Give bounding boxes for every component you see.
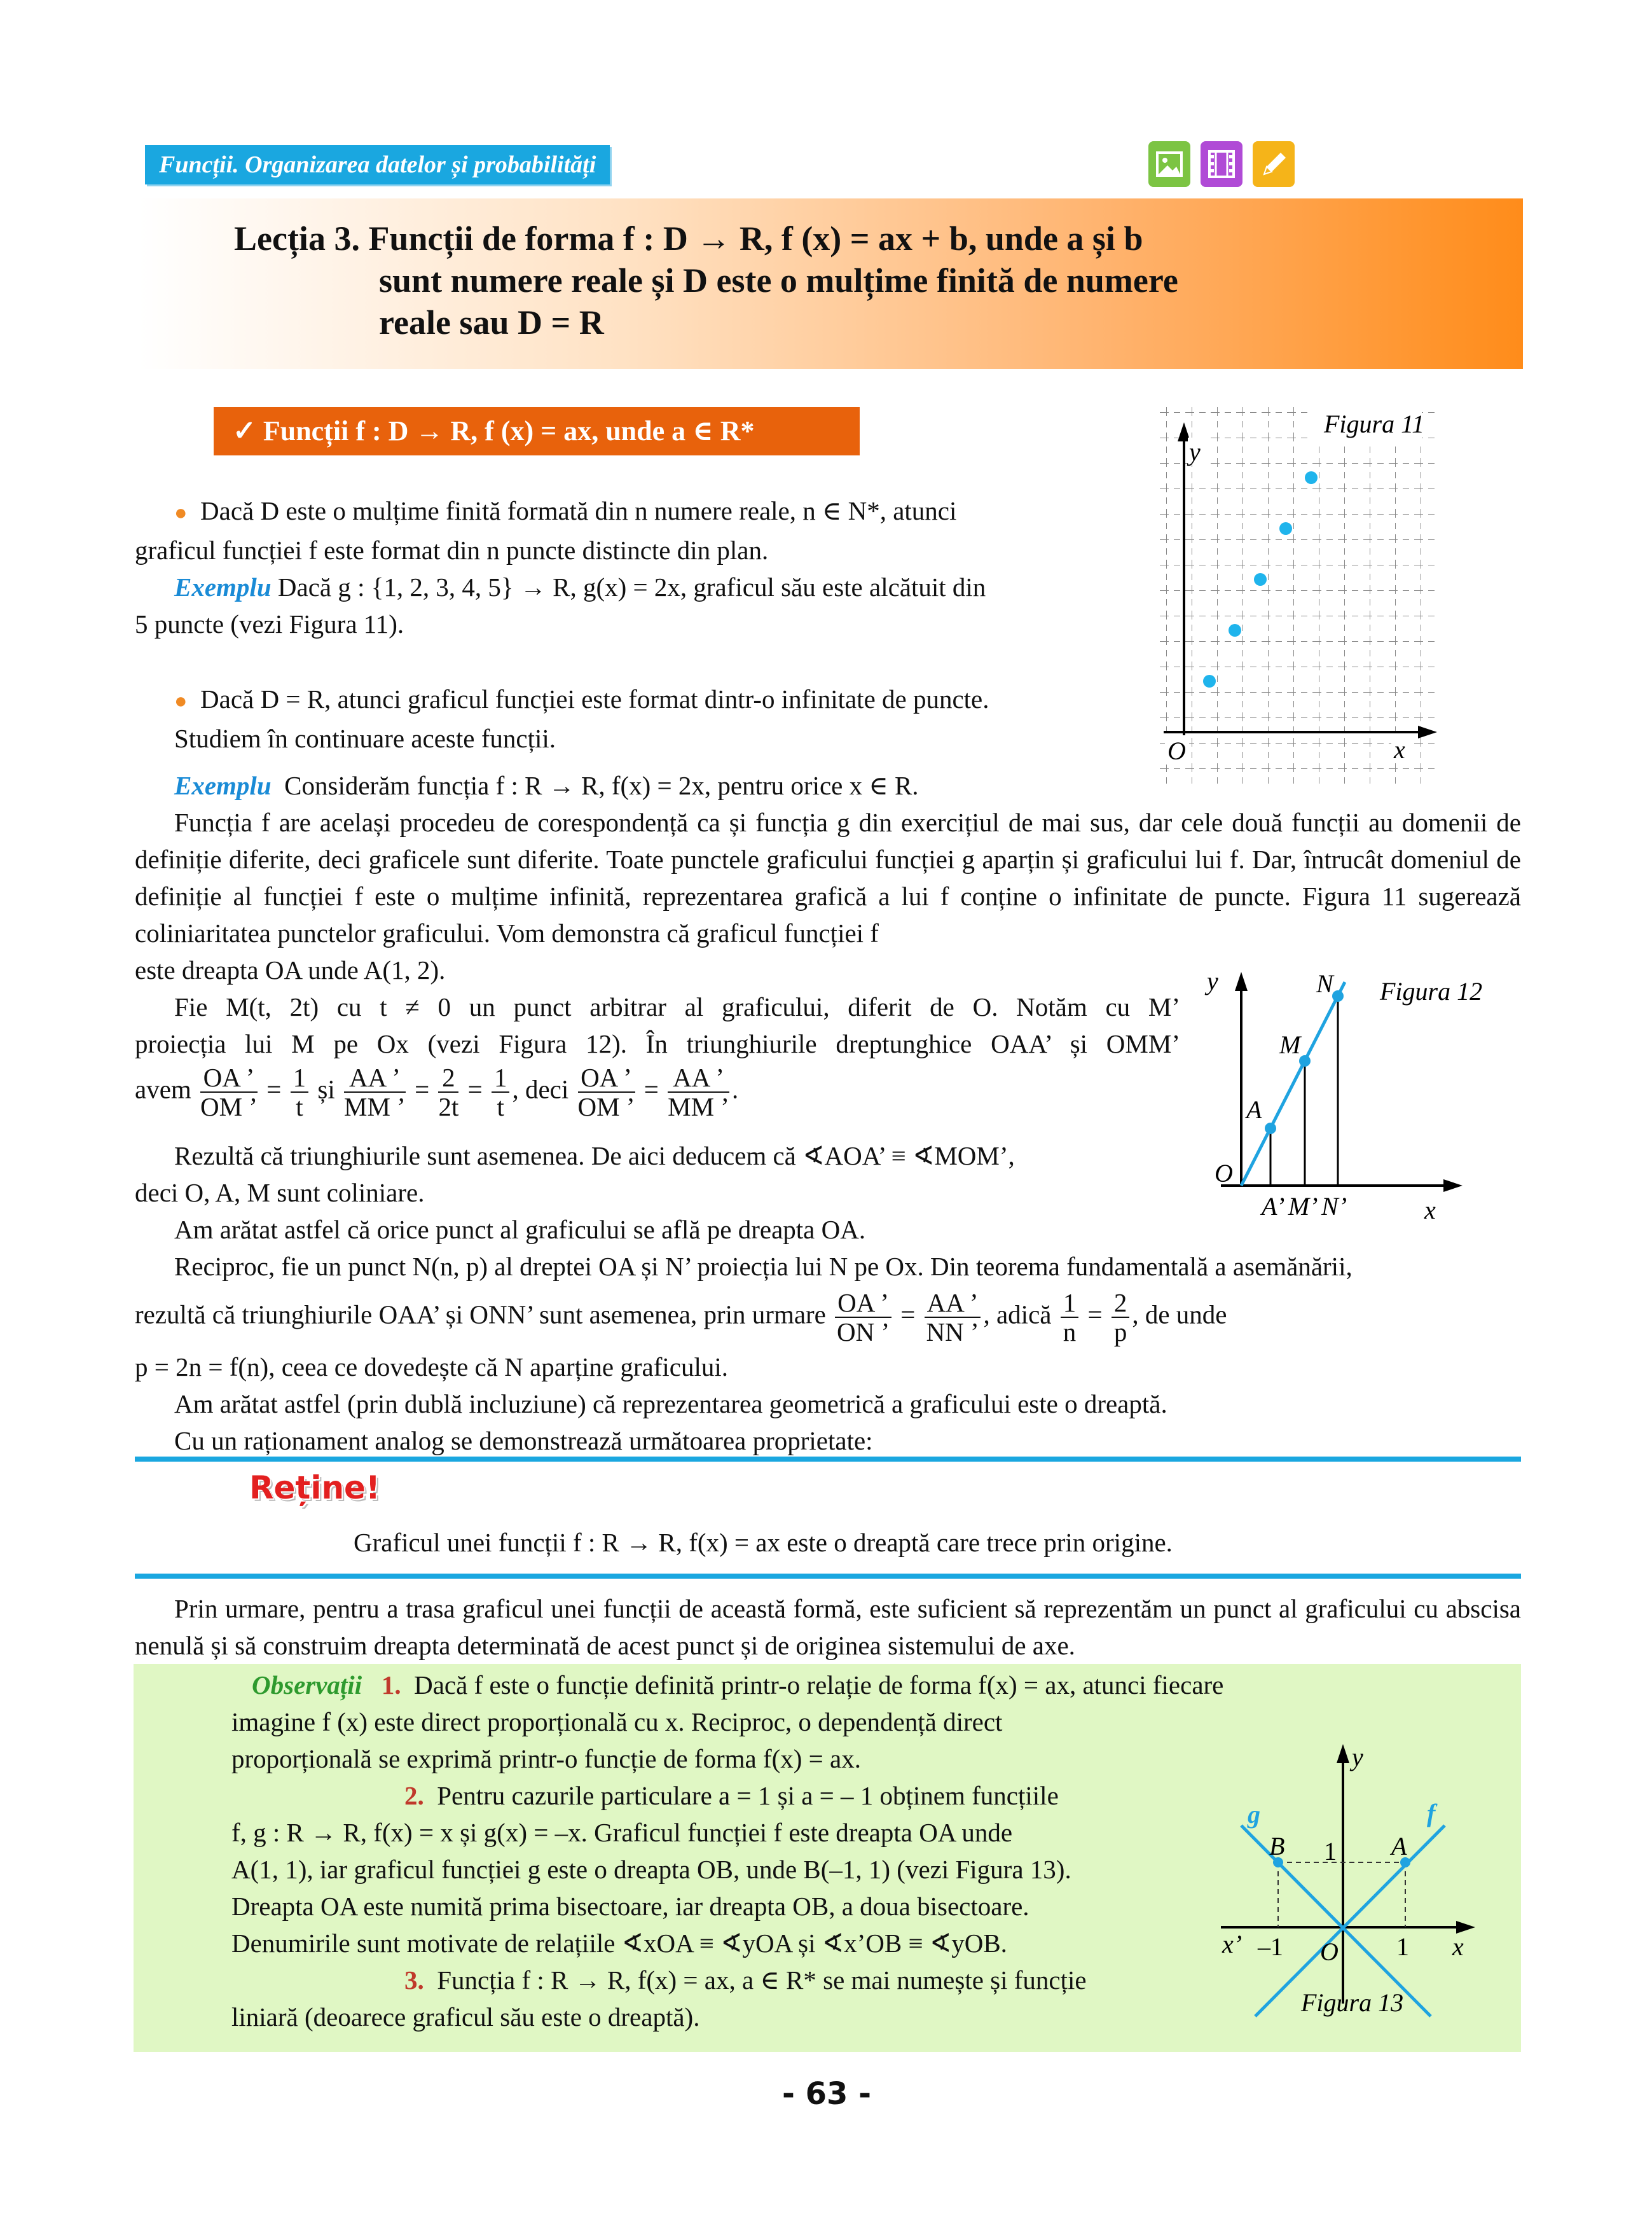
image-icon[interactable]	[1148, 141, 1190, 187]
graph-point	[1279, 522, 1292, 535]
retine-label: Reține!	[249, 1469, 380, 1506]
x-label: x	[1424, 1196, 1436, 1224]
text-line: imagine f (x) este direct proporțională cu x. Reciproc, o dependență direct	[231, 1707, 1003, 1736]
text-line: Studiem în continuare aceste funcții.	[174, 724, 556, 753]
text-line: Dreapta OA este numită prima bisectoare, iar dreapta OB, a doua bisectoare.	[231, 1892, 1029, 1921]
label-f: f	[1427, 1799, 1436, 1827]
text-line: Rezultă că triunghiurile sunt asemenea. De aici deducem că ∢AOA’ ≡ ∢MOM’,	[174, 1141, 1015, 1170]
figure-13	[1208, 1736, 1488, 2035]
label-a: A	[1391, 1832, 1407, 1860]
paragraph-conclusion	[135, 1348, 1521, 1459]
point-n	[1332, 990, 1344, 1002]
example-label: Exemplu	[174, 572, 272, 602]
observations-text: Observații 1. Dacă f este o funcție definită printr-o relație de forma f(x) = ax, atunci fiecare imagine f (x) este direct proporțională cu x. Reciproc, o dependență direct proporțională se exprimă printr-o funcție de forma f(x) = ax. 2. Pentru cazurile particulare a = 1 și a = – 1 obținem funcțiile f, g : R → R, f(x) = x și g(x) = –x. Graficul funcției f este dreapta OA unde A(1, 1), iar graficul funcției g este o dreapta OB, unde B(–1, 1) (vezi Figura 13). Dreapta OA este numită prima bisectoare, iar dreapta OB, a doua bisectoare. Denumirile sunt motivate de relațiile ∢xOA ≡ ∢yOA și ∢x’OB ≡ ∢yOB. 3. Funcția f : R → R, f(x) = ax, a ∈ R* se mai numește și funcție liniară (deoarece graficul său este o dreaptă).	[231, 1666, 1440, 2035]
pencil-icon[interactable]	[1253, 141, 1295, 187]
fraction: $\frac{AA ’}{MM ’}$	[668, 1063, 729, 1121]
line-oa	[1241, 982, 1345, 1186]
fraction: $\frac{2}{p}$	[1112, 1289, 1130, 1346]
text-avem: avem	[135, 1074, 191, 1104]
fraction: $\frac{1}{t}$	[492, 1063, 510, 1121]
divider-bottom	[135, 1574, 1521, 1579]
point-a	[1265, 1123, 1276, 1134]
figure-12-caption: Figura 12	[1380, 977, 1483, 1006]
fraction: $\frac{OA ’}{OM ’}$	[200, 1063, 258, 1121]
x-label: x	[1452, 1932, 1464, 1961]
y-label: y	[1352, 1743, 1363, 1771]
fraction: $\frac{1}{n}$	[1061, 1289, 1079, 1346]
bullet: ●	[174, 501, 188, 525]
text-line: Cu un raționament analog se demonstrează următoarea proprietate:	[174, 1426, 873, 1455]
point-m	[1299, 1055, 1311, 1067]
graph-point	[1305, 471, 1318, 484]
text-si: și	[317, 1074, 335, 1104]
bullet: ●	[174, 689, 188, 713]
fraction: $\frac{OA ’}{ON ’}$	[835, 1289, 891, 1346]
label-m: M	[1279, 1030, 1301, 1059]
text-line: liniară (deoarece graficul său este o dreaptă).	[231, 2002, 700, 2032]
label-n: N	[1316, 969, 1333, 998]
fraction: $\frac{2}{2t}$	[438, 1063, 459, 1121]
origin-label: O	[1167, 737, 1186, 765]
film-icon[interactable]	[1201, 141, 1242, 187]
figure-13-caption: Figura 13	[1301, 1988, 1404, 2017]
text-line: deci O, A, M sunt coliniare.	[135, 1178, 425, 1207]
text-deci: , deci	[512, 1074, 569, 1104]
observations-heading: Observații	[252, 1670, 362, 1700]
text-line: f, g : R → R, f(x) = x și g(x) = –x. Graficul funcției f este dreapta OA unde	[231, 1818, 1013, 1847]
paragraph-after: Prin urmare, pentru a trasa graficul unei funcții de această formă, este suficient să reprezentăm un punct al graficului cu abscisa nenulă și să construim dreapta determinată de acest punct și de originea sistemului de axe.	[135, 1594, 1521, 1660]
ratio-equations: avem $\frac{OA ’}{OM ’}$ = $\frac{1}{t}$ și $\frac{AA ’}{MM ’}$ = $\frac{2}{2t}$ = $\frac{1}{t}$ , deci $\frac{OA ’}{OM ’}$ = $\frac{AA ’}{MM ’}$ .	[135, 1063, 739, 1121]
breadcrumb: Funcții. Organizarea datelor și probabilități	[145, 145, 610, 184]
paragraph-correspondence: Funcția f are același procedeu de corespondență ca și funcția g din exercițiul de mai sus, dar cele două funcții au domenii de definiție diferite, deci graficele sunt diferite. Toate punctele graficului funcției g aparțin și graficului lui f. Dar, întrucât domeniul de definiție al funcției f este o mulțime infinită, reprezentarea grafică a lui f conține o infinitate de puncte. Figura 11 sugerează coliniaritatea punctelor graficului. Vom demonstra că graficul funcției f	[135, 808, 1521, 948]
text-line: 5 puncte (vezi Figura 11).	[135, 609, 404, 639]
text-line: Considerăm funcția f : R → R, f(x) = 2x, pentru orice x ∈ R.	[284, 771, 919, 800]
fraction: $\frac{1}{t}$	[291, 1063, 309, 1121]
paragraph-real-domain	[135, 681, 1152, 804]
text-line: Am arătat astfel că orice punct al graficului se află pe dreapta OA.	[174, 1215, 866, 1244]
text-line: proiecția lui M pe Ox (vezi Figura 12). În triunghiurile dreptunghice OAA’ și OMM’	[135, 1029, 1180, 1058]
fraction: $\frac{OA ’}{OM ’}$	[577, 1063, 635, 1121]
page-number: - 63 -	[782, 2076, 872, 2112]
figure-11-caption: Figura 11	[1324, 410, 1425, 438]
graph-point	[1203, 675, 1216, 688]
text-line: A(1, 1), iar graficul funcției g este o dreapta OB, unde B(–1, 1) (vezi Figura 13).	[231, 1855, 1071, 1884]
divider-top	[135, 1457, 1521, 1462]
label-g: g	[1248, 1800, 1260, 1829]
text-line: Dacă D este o mulțime finită formată din n numere reale, n ∈ N*, atunci	[200, 496, 957, 525]
projection-labels: A’ M’ N’	[1262, 1192, 1347, 1221]
figure-11	[1157, 405, 1437, 786]
text-line: proporțională se exprimă printr-o funcție de forma f(x) = ax.	[231, 1744, 861, 1773]
text-line: p = 2n = f(n), ceea ce dovedește că N aparține graficului.	[135, 1352, 728, 1382]
text-line: Dacă g : {1, 2, 3, 4, 5} → R, g(x) = 2x, graficul său este alcătuit din	[277, 572, 986, 602]
text-line: Am arătat astfel (prin dublă incluziune) că reprezentarea geometrică a graficului este o dreaptă.	[174, 1389, 1167, 1418]
example-label: Exemplu	[174, 771, 272, 800]
y-label: y	[1189, 438, 1201, 466]
tick-x-minus-1: –1	[1258, 1932, 1283, 1961]
paragraph-reciprocal: Reciproc, fie un punct N(n, p) al dreptei OA și N’ proiecția lui N pe Ox. Din teorema fundamentală a asemănării,	[174, 1252, 1353, 1281]
paragraph-similarity	[135, 1137, 1190, 1248]
lesson-title-line2: sunt numere reale și D este o mulțime finită de numere	[379, 261, 1178, 300]
lesson-title-line3: reale sau D = R	[379, 303, 604, 342]
origin-label: O	[1320, 1937, 1339, 1966]
figure-12	[1195, 969, 1501, 1224]
text-line: Dacă D = R, atunci graficul funcției este format dintr-o infinitate de puncte.	[200, 684, 989, 714]
retine-text: Graficul unei funcții f : R → R, f(x) = ax este o dreaptă care trece prin origine.	[354, 1528, 1173, 1557]
fraction: $\frac{AA ’}{NN ’}$	[925, 1289, 981, 1346]
tick-x-1: 1	[1396, 1932, 1409, 1961]
tick-y-1: 1	[1324, 1837, 1337, 1866]
text-line: graficul funcției f este format din n puncte distincte din plan.	[135, 536, 769, 565]
y-label: y	[1207, 969, 1218, 995]
x-label: x	[1394, 735, 1405, 764]
label-a: A	[1246, 1095, 1262, 1124]
section-title: ✓ Funcții f : D → R, f (x) = ax, unde a ∈ R*	[214, 407, 860, 455]
lesson-title-line1: Lecția 3. Funcții de forma f : D → R, f (x) = ax + b, unde a și b	[234, 219, 1143, 258]
lesson-title	[234, 218, 1442, 343]
paragraph-line-oa: este dreapta OA unde A(1, 2).	[135, 955, 446, 985]
fraction: $\frac{AA ’}{MM ’}$	[344, 1063, 406, 1121]
label-b: B	[1269, 1832, 1285, 1860]
paragraph-finite-domain	[135, 492, 1127, 642]
ratio-equations-2: rezultă că triunghiurile OAA’ și ONN’ sunt asemenea, prin urmare $\frac{OA ’}{ON ’}$ = $\frac{AA ’}{NN ’}$ , adică $\frac{1}{n}$ = $\frac{2}{p}$ , de unde	[135, 1288, 1227, 1347]
graph-point	[1254, 573, 1267, 586]
origin-label: O	[1215, 1159, 1233, 1188]
text-line: Fie M(t, 2t) cu t ≠ 0 un punct arbitrar al graficului, diferit de O. Notăm cu M’	[174, 992, 1180, 1021]
graph-point	[1229, 624, 1241, 637]
paragraph-proof	[135, 988, 1180, 1062]
x-prime-label: x’	[1222, 1930, 1242, 1958]
text-line: Denumirile sunt motivate de relațiile ∢xOA ≡ ∢yOA și ∢x’OB ≡ ∢yOB.	[231, 1929, 1007, 1958]
